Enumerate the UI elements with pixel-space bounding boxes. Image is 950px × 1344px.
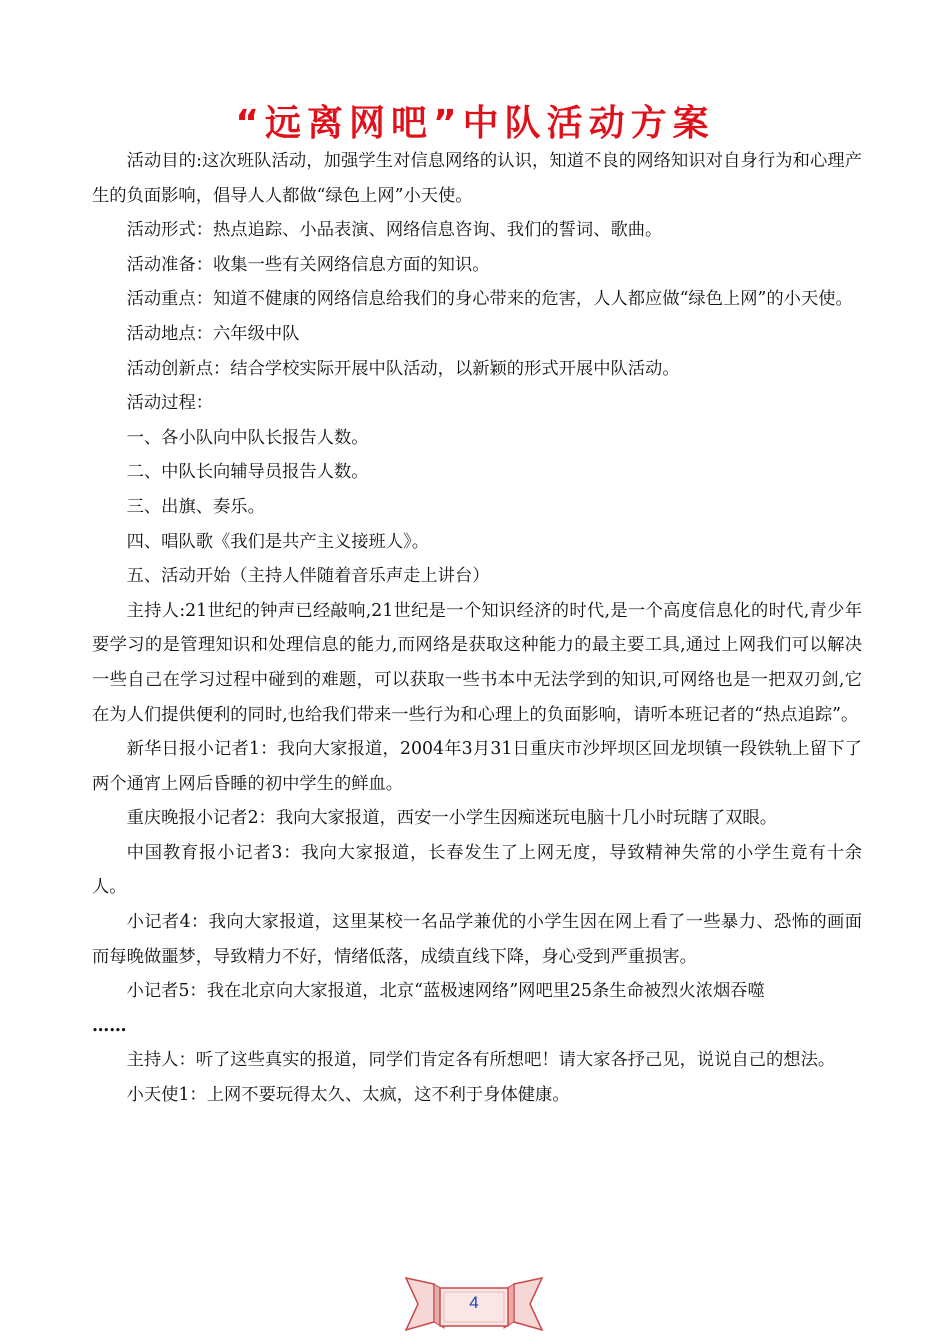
paragraph-step-2: 二、中队长向辅导员报告人数。 (126, 462, 369, 483)
paragraph-preparation: 活动准备：收集一些有关网络信息方面的知识。 (126, 254, 490, 275)
paragraph-innovation: 活动创新点：结合学校实际开展中队活动，以新颖的形式开展中队活动。 (126, 358, 680, 379)
paragraph-focus: 活动重点：知道不健康的网络信息给我们的身心带来的危害，人人都应做“绿色上网”的小天使。 (126, 289, 853, 310)
paragraph-ellipsis: …… (92, 1015, 127, 1036)
paragraph-reporter-1: 新华日报小记者1：我向大家报道，2004年3月31日重庆市沙坪坝区回龙坝镇一段铁轨上留下了两个通宵上网后昏睡的初中学生的鲜血。 (92, 739, 862, 794)
paragraph-step-1: 一、各小队向中队长报告人数。 (126, 427, 369, 448)
paragraph-reporter-3: 中国教育报小记者3：我向大家报道，长春发生了上网无度，导致精神失常的小学生竟有十余人。 (92, 842, 862, 898)
page-number: 4 (469, 1293, 479, 1312)
paragraph-purpose: 活动目的:这次班队活动，加强学生对信息网络的认识，知道不良的网络知识对自身行为和心理产生的负面影响，倡导人人都做“绿色上网”小天使。 (92, 151, 862, 206)
paragraph-reporter-5: 小记者5：我在北京向大家报道，北京“蓝极速网络”网吧里25条生命被烈火浓烟吞噬 (126, 981, 765, 1002)
document-title: “远离网吧”中队活动方案 (235, 103, 715, 144)
paragraph-location: 活动地点：六年级中队 (126, 323, 300, 344)
paragraph-host-response: 主持人：听了这些真实的报道，同学们肯定各有所想吧！请大家各抒己见，说说自己的想法。 (126, 1050, 836, 1071)
paragraph-step-4: 四、唱队歌《我们是共产主义接班人》。 (126, 531, 430, 552)
paragraph-step-5: 五、活动开始（主持人伴随着音乐声走上讲台） (126, 566, 490, 587)
paragraph-angel-1: 小天使1：上网不要玩得太久、太疯，这不利于身体健康。 (126, 1085, 570, 1106)
paragraph-process: 活动过程： (126, 393, 214, 414)
document-body (92, 144, 862, 1113)
paragraph-reporter-4: 小记者4：我向大家报道，这里某校一名品学兼优的小学生因在网上看了一些暴力、恐怖的画面而每晚做噩梦，导致精力不好，情绪低落，成绩直线下降，身心受到严重损害。 (92, 912, 862, 967)
paragraph-step-3: 三、出旗、奏乐。 (126, 496, 265, 517)
paragraph-reporter-2: 重庆晚报小记者2：我向大家报道，西安一小学生因痴迷玩电脑十几小时玩瞎了双眼。 (126, 808, 777, 829)
page-footer (404, 1270, 544, 1338)
paragraph-form: 活动形式：热点追踪、小品表演、网络信息咨询、我们的誓词、歌曲。 (126, 220, 663, 241)
paragraph-host-intro: 主持人:21世纪的钟声已经敲响,21世纪是一个知识经济的时代,是一个高度信息化的时代,青少年要学习的是管理知识和处理信息的能力,而网络是获取这种能力的最主要工具,通过上网我们可以解决一些自己在学习过程中碰到的难题，可以获取一些书本中无法学到的知识,可网络也是一把双刃剑,它在为人们提供便利的同时,也给我们带来一些行为和心理上的负面影响，请听本班记者的“热点追踪”。 (92, 600, 862, 725)
